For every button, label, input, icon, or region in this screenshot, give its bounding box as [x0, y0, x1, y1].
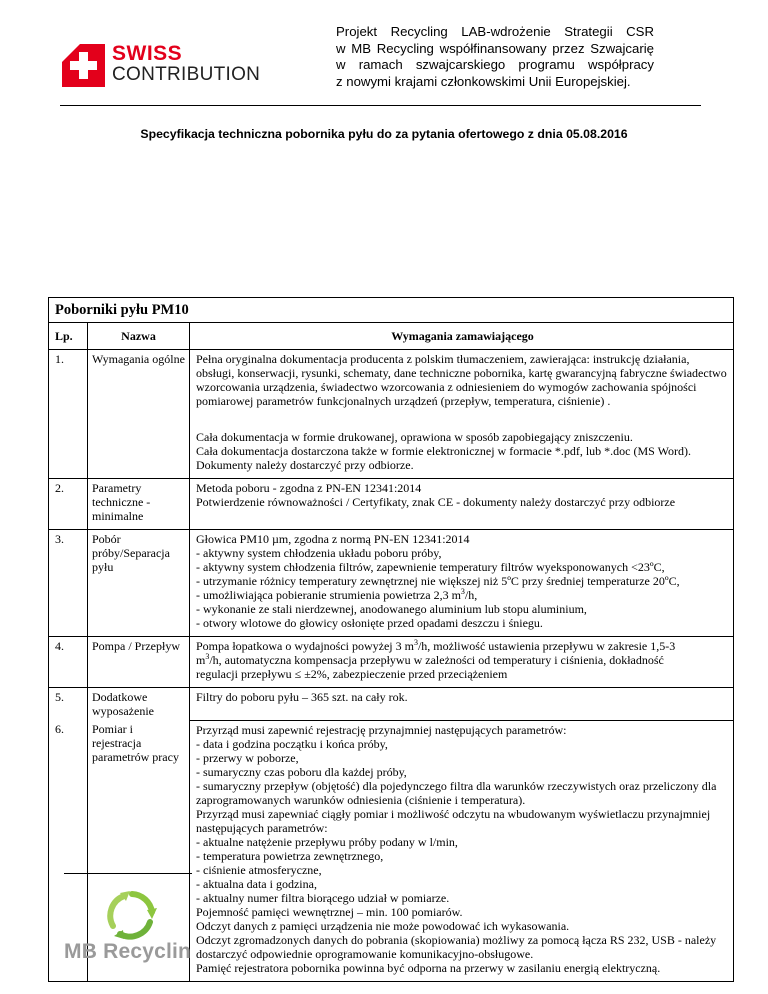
logo-text-contribution: CONTRIBUTION: [112, 64, 261, 85]
row-name: Pompa / Przepływ: [88, 637, 190, 688]
req-line: Potwierdzenie równoważności / Certyfikaty, znak CE - dokumenty należy dostarczyć przy odbiorze: [196, 495, 676, 509]
req-line: - aktywny system chłodzenia układu poboru próby,: [196, 546, 442, 560]
project-line: w ramach szwajcarskiego programu współpracy: [336, 57, 654, 72]
row-number: 4.: [49, 637, 88, 688]
table-row: [49, 479, 733, 530]
req-line: Dokumenty należy dostarczyć przy odbiorze.: [196, 458, 414, 472]
req-line: - ciśnienie atmosferyczne,: [196, 862, 322, 877]
mb-recycling-logo: [64, 882, 199, 994]
req-line: - umożliwiająca pobieranie strumienia powietrza 2,3 $m^3/h$,: [196, 587, 478, 602]
table-row: [49, 530, 733, 637]
req-line: - data i godzina początku i końca próby,: [196, 736, 388, 751]
req-line: Odczyt danych z pamięci urządzenia nie może powodować ich wykasowania.: [196, 918, 570, 933]
project-description: [336, 24, 654, 90]
req-line: - sumaryczny czas poboru dla każdej próby,: [196, 764, 407, 779]
row-requirements: [190, 479, 734, 530]
row-requirements: [190, 688, 734, 721]
req-line: Filtry do poboru pyłu – 365 szt. na cały rok.: [196, 690, 408, 704]
row-name: Wymagania ogólne: [88, 350, 190, 479]
recycle-icon: [106, 890, 158, 940]
logo-text-swiss: SWISS: [112, 42, 183, 65]
table-row: [49, 350, 733, 479]
req-line: - aktualna data i godzina,: [196, 876, 317, 891]
req-line: Pojemność pamięci wewnętrznej – min. 100 pomiarów.: [196, 904, 463, 919]
req-line: Głowica PM10 µm, zgodna z normą PN-EN 12341:2014: [196, 532, 470, 546]
req-line: Przyrząd musi zapewniać ciągły pomiar i możliwość odczytu na wbudowanym wyświetlaczu przynajmniej następujących parametrów:: [196, 806, 711, 835]
row-number: 1.: [49, 350, 88, 479]
req-line: - utrzymanie różnicy temperatury zewnętrznej nie większej niż 5ºC przy średniej temperaturze 20ºC,: [196, 574, 680, 588]
row-name: Pomiar i rejestracja parametrów pracy: [88, 720, 190, 981]
project-line: Projekt Recycling LAB-wdrożenie Strategii CSR: [336, 24, 654, 39]
row-requirements: [190, 530, 734, 637]
req-line: - temperatura powietrza zewnętrznego,: [196, 848, 384, 863]
row-name: Parametry techniczne - minimalne: [88, 479, 190, 530]
req-line: - przerwy w poborze,: [196, 750, 299, 765]
row-requirements: [190, 637, 734, 688]
col-header-lp: Lp.: [49, 323, 88, 350]
spec-table: [48, 297, 734, 982]
req-line: - aktualne natężenie przepływu próby podany w l/min,: [196, 834, 458, 849]
row-number: 2.: [49, 479, 88, 530]
req-line: - wykonanie ze stali nierdzewnej, anodowanego aluminium lub stopu aluminium,: [196, 602, 587, 616]
col-header-requirements: Wymagania zamawiającego: [391, 329, 534, 343]
document-title: Specyfikacja techniczna pobornika pyłu do za pytania ofertowego z dnia 05.08.2016: [140, 127, 628, 141]
table-row: [49, 688, 733, 721]
req-line: - aktualny numer filtra biorącego udział w pomiarze.: [196, 890, 450, 905]
req-line: Cała dokumentacja dostarczona także w formie elektronicznej w formacie *.pdf, lub *.doc (MS Word).: [196, 444, 691, 458]
header-divider: [60, 105, 701, 106]
table-row: [49, 637, 733, 688]
row-name: Pobór próby/Separacja pyłu: [88, 530, 190, 637]
req-line: Odczyt zgromadzonych danych do pobrania (skopiowania) możliwy za pomocą łącza RS 232, USB - należy dostarczyć odpowiednie oprogramowanie komunikacyjno-obsługowe.: [196, 932, 717, 961]
project-line: z nowymi krajami członkowskimi Unii Europejskiej.: [336, 73, 631, 89]
req-line: Cała dokumentacja w formie drukowanej, oprawiona w sposób zapobiegający zniszczeniu.: [196, 430, 633, 444]
row-name: Dodatkowe wyposażenie: [88, 688, 190, 721]
req-line: Pompa łopatkowa o wydajności powyżej 3 $m^3/h$, możliwość ustawienia przepływu w zakresie 1,5-3: [196, 638, 676, 653]
col-header-name: Nazwa: [88, 323, 190, 350]
table-header-row: [49, 323, 733, 350]
row-requirements: [190, 350, 734, 479]
row-number: 6.: [49, 720, 88, 981]
mb-recycling-logo-text: MB Recyclin: [64, 940, 192, 963]
spec-table-heading: Poborniki pyłu PM10: [49, 298, 733, 323]
req-line: - sumaryczny przepływ (objętość) dla pojedynczego filtra dla warunków rzeczywistych oraz przeliczony dla zaprogramowanych warunków odniesienia (ciśnienie i temperatura).: [196, 778, 717, 807]
footnote-divider: [64, 873, 192, 874]
row-requirements: [190, 720, 734, 981]
req-line: $m^3/h$, automatyczna kompensacja przepływu w zależności od temperatury i ciśnienia, dokładność: [196, 652, 664, 667]
project-line: w MB Recycling współfinansowany przez Szwajcarię: [336, 40, 654, 56]
req-line: - otwory wlotowe do głowicy osłonięte przed opadami deszczu i śniegu.: [196, 616, 543, 630]
req-line: Pamięć rejestratora pobornika powinna być odporna na przerwy w zasilaniu energią elektryczną.: [196, 960, 661, 975]
req-line: Przyrząd musi zapewnić rejestrację przynajmniej następujących parametrów:: [196, 722, 567, 737]
req-line: Metoda poboru - zgodna z PN-EN 12341:2014: [196, 481, 422, 495]
swiss-cross-icon: [62, 44, 105, 87]
req-line: - aktywny system chłodzenia filtrów, zapewnienie temperatury filtrów wyeksponowanych <23ºC,: [196, 560, 665, 574]
req-line: regulacji przepływu ≤ ±2%, zabezpieczenie przed przeciążeniem: [196, 667, 508, 681]
row-number: 5.: [49, 688, 88, 721]
row-number: 3.: [49, 530, 88, 637]
req-line: Pełna oryginalna dokumentacja producenta z polskim tłumaczeniem, zawierająca: instrukcję działania, obsługi, konserwacji, rysunki, schematy, dane techniczne pobornika, kartę gwarancyjną fabryczne świadectwo wzorcowania urządzenia, świadectwo wzorcowania z odniesieniem do wymogów zachowania spójności pomiarowej parametrów funkcjonalnych urządzeń (przepływ, temperatura, ciśnienie) .: [196, 352, 727, 408]
